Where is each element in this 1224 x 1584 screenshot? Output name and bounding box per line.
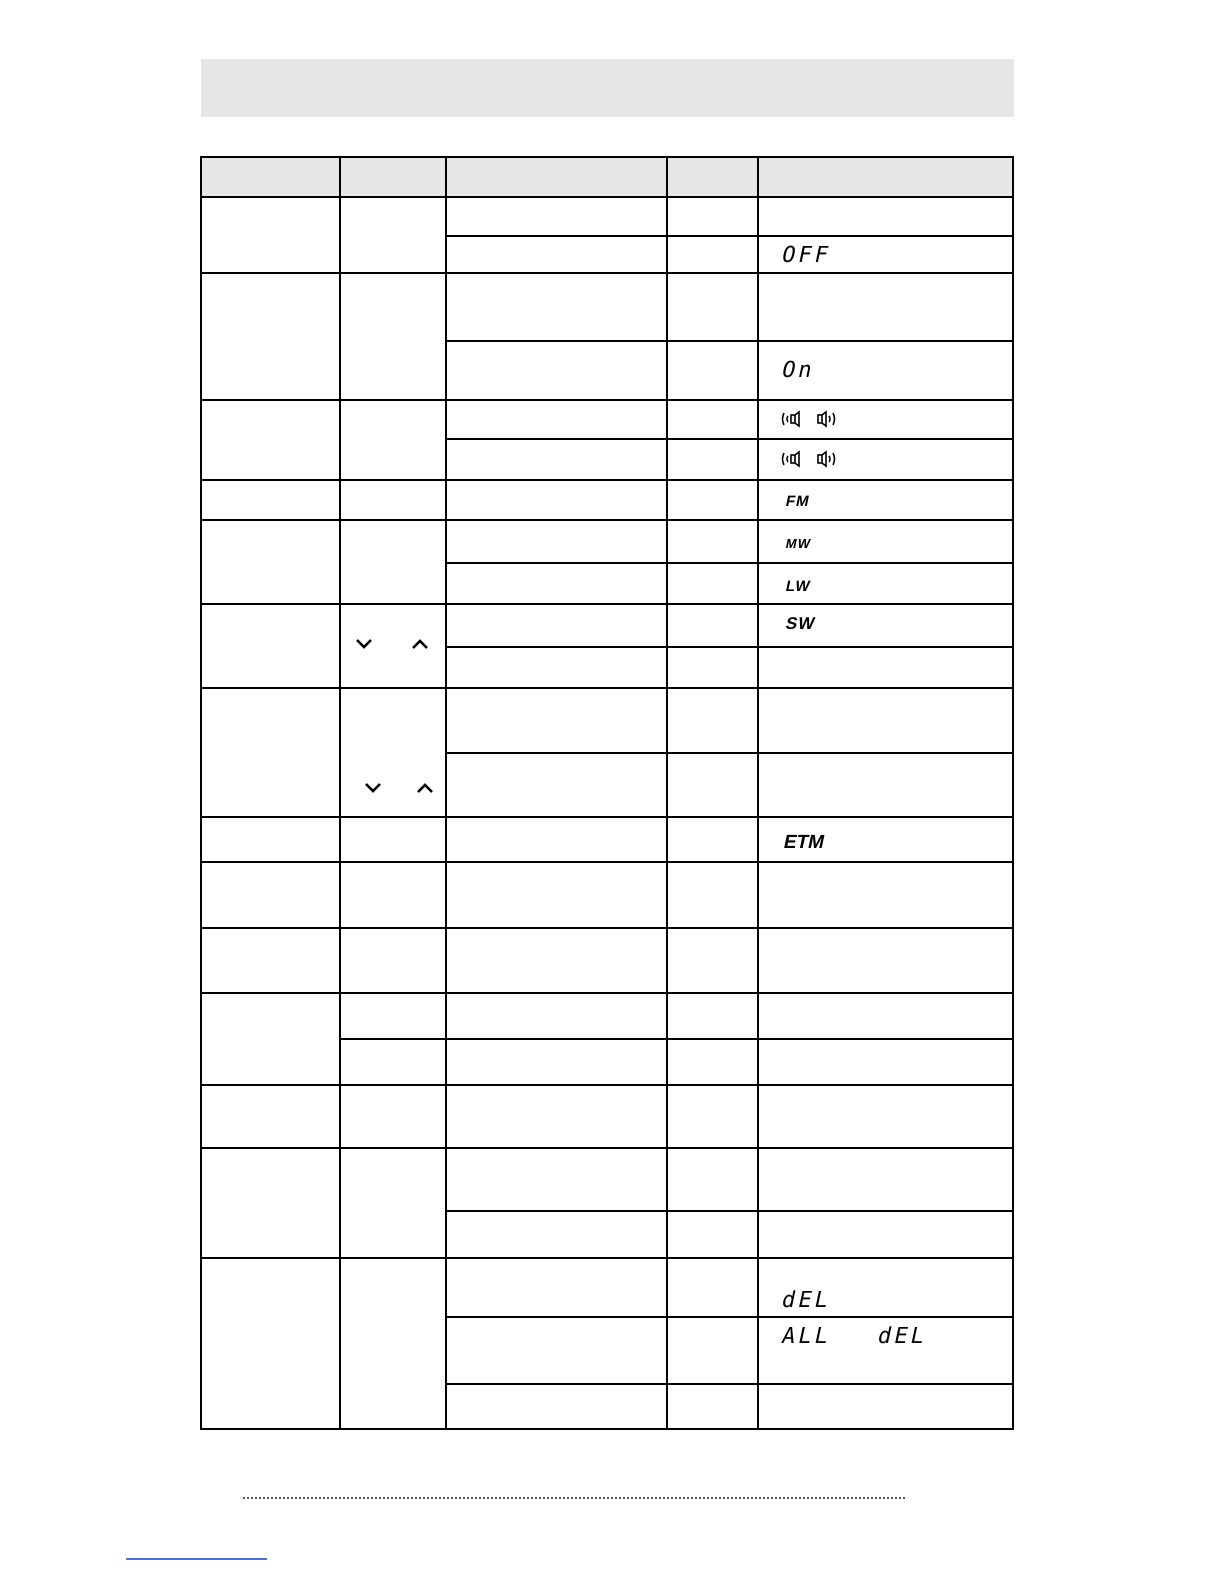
lcd-text: ETM xyxy=(781,831,827,853)
tune-chevrons-2 xyxy=(363,780,445,796)
lcd-text: OFF xyxy=(779,243,834,268)
footer-dotted-rule xyxy=(243,1497,905,1501)
chevron-down-icon xyxy=(357,640,371,647)
tune-chevrons-1 xyxy=(354,636,436,652)
lcd-text: FM xyxy=(784,492,812,510)
lcd-text: ALL xyxy=(779,1324,834,1349)
lcd-on-indicator xyxy=(779,358,818,384)
lcd-text: SW xyxy=(783,613,818,633)
chevron-up-icon xyxy=(413,641,427,648)
chevron-up-icon xyxy=(418,785,432,792)
lcd-text: LW xyxy=(784,577,813,595)
speaker-icons xyxy=(780,409,840,429)
lcd-del-all-indicator xyxy=(875,1324,930,1350)
footer-link-underline[interactable] xyxy=(126,1558,267,1560)
lcd-etm-indicator xyxy=(781,829,827,855)
lcd-all-indicator xyxy=(779,1324,834,1350)
chevron-down-icon xyxy=(366,784,380,791)
lcd-off-indicator xyxy=(779,243,834,269)
lcd-mw-indicator xyxy=(786,532,811,554)
lcd-text: On xyxy=(779,358,818,383)
lcd-text: MW xyxy=(784,535,813,551)
lcd-fm-indicator xyxy=(786,490,810,512)
lcd-del-indicator xyxy=(779,1288,834,1314)
lcd-sw-indicator xyxy=(783,612,818,634)
speaker-icons xyxy=(780,449,840,469)
lcd-text: dEL xyxy=(875,1324,930,1349)
lcd-text: dEL xyxy=(779,1288,834,1313)
lcd-lw-indicator xyxy=(786,575,811,597)
